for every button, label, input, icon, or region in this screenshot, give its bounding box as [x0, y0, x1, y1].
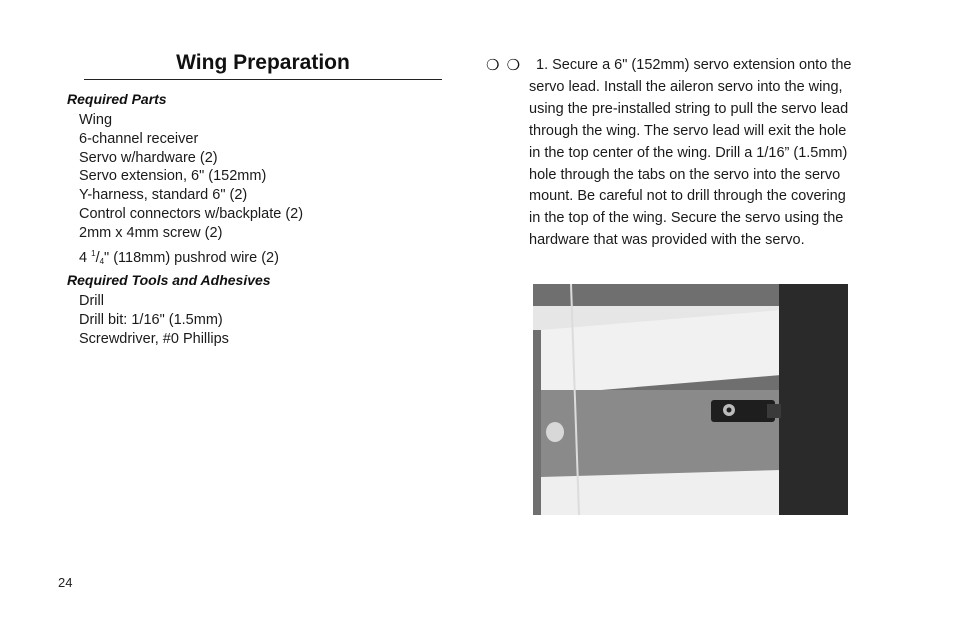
- servo-body: [711, 400, 775, 422]
- dark-table-edge: [779, 284, 848, 515]
- tool-item: Screwdriver, #0 Phillips: [79, 330, 229, 347]
- pushrod-rest: " (118mm) pushrod wire (2): [104, 249, 279, 266]
- tool-item: Drill bit: 1/16" (1.5mm): [79, 311, 223, 328]
- tool-item: Drill: [79, 293, 104, 309]
- part-item: Servo w/hardware (2): [79, 149, 218, 166]
- pushrod-denominator: 4: [99, 256, 105, 266]
- required-tools-heading: Required Tools and Adhesives: [67, 272, 271, 288]
- servo-mount-tab: [767, 404, 781, 418]
- part-item-pushrod: 4 $^1/_4$" (118mm) pushrod wire (2): [79, 248, 279, 266]
- page-number: 24: [58, 575, 73, 590]
- checkbox-icon[interactable]: ❍: [486, 57, 500, 74]
- part-item: Wing: [79, 112, 113, 128]
- wing-servo-photo: [533, 284, 848, 515]
- required-parts-list: [79, 111, 303, 271]
- pushrod-numerator: 1: [91, 248, 96, 258]
- part-item: Servo extension, 6" (152mm): [79, 168, 267, 185]
- pushrod-whole: 4: [79, 249, 88, 266]
- page-title: Wing Preparation: [176, 51, 350, 74]
- required-tools-list: [79, 292, 229, 348]
- title-rule: [84, 79, 442, 80]
- part-item: 6-channel receiver: [79, 130, 199, 147]
- required-parts-heading: Required Parts: [67, 91, 167, 107]
- part-item: 2mm x 4mm screw (2): [79, 224, 223, 241]
- checkbox-icon[interactable]: ❍: [506, 57, 521, 74]
- grommet-knob: [546, 422, 564, 442]
- step-text: 1. Secure a 6" (152mm) servo extension onto the servo lead. Install the aileron servo into the wing, using the pre-installed string to pull the servo lead through the wing. The servo lead will exit the hole in the top center of the wing. Drill a 1/16” (1.5mm) hole through the tabs on the servo into the servo mount. Be careful not to drill through the covering in the top of the wing. Secure the servo using the hardware that was provided with the servo.: [529, 57, 852, 249]
- part-item: Control connectors w/backplate (2): [79, 205, 304, 222]
- step-checkboxes[interactable]: [486, 57, 523, 75]
- part-item: Y-harness, standard 6" (2): [79, 187, 248, 204]
- step-instructions: [529, 55, 854, 252]
- servo-gear-center: [727, 408, 732, 413]
